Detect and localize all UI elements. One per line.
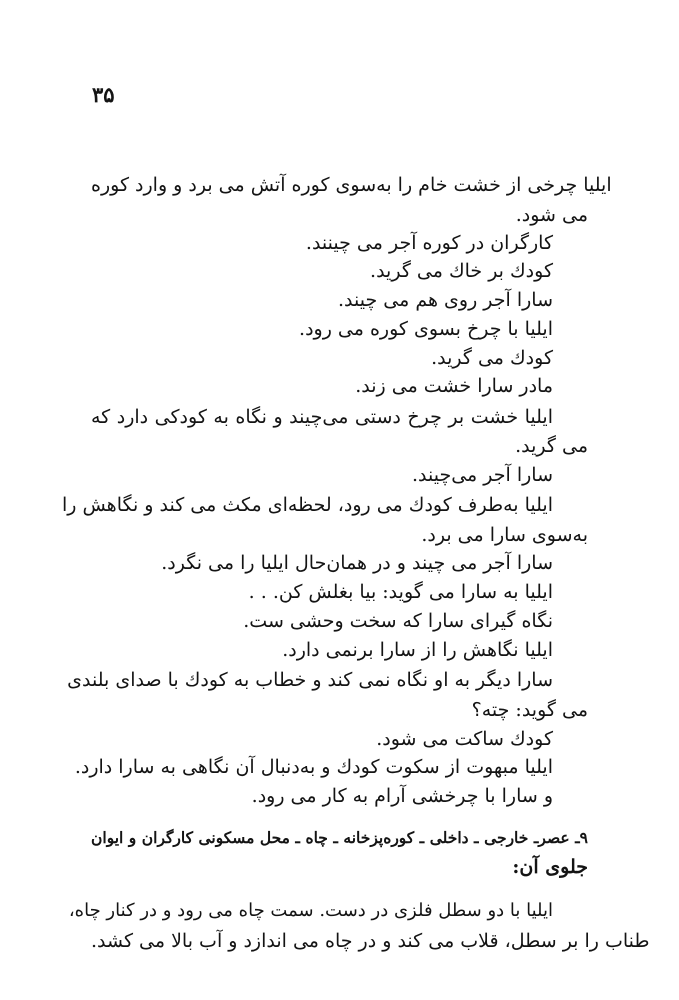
text-line: سارا آجر می چیند و در همان‌حال ایلیا را می نگرد.	[161, 552, 553, 574]
page-number: ۳۵	[92, 82, 115, 107]
text-line: و سارا با چرخشی آرام به کار می رود.	[251, 785, 553, 807]
text-line: مادر سارا خشت می زند.	[355, 375, 553, 397]
text-line: می گوید: چته؟	[471, 699, 588, 721]
text-line: ایلیا نگاهش را از سارا برنمی دارد.	[282, 639, 553, 661]
text-line: ایلیا به‌طرف کودك می رود، لحظه‌ای مکث می کند و نگاهش را	[61, 494, 553, 516]
text-line: می گرید.	[515, 435, 588, 457]
scene-heading: جلوی آن:	[512, 856, 588, 878]
text-line: سارا دیگر به او نگاه نمی کند و خطاب به کودك با صدای بلندی	[67, 669, 553, 691]
text-line: کودك می گرید.	[431, 347, 553, 369]
text-line: سارا آجر روی هم می چیند.	[338, 289, 553, 311]
text-line: ایلیا چرخی از خشت خام را به‌سوی کوره آتش می برد و وارد کوره	[91, 174, 612, 196]
text-line: ایلیا با دو سطل فلزی در دست. سمت چاه می رود و در کنار چاه،	[68, 900, 553, 921]
text-line: کودك بر خاك می گرید.	[370, 260, 553, 282]
text-line: طناب را بر سطل، قلاب می کند و در چاه می اندازد و آب بالا می کشد.	[91, 930, 650, 952]
text-line: ایلیا مبهوت از سکوت کودك و به‌دنبال آن نگاهی به سارا دارد.	[74, 756, 553, 778]
text-line: به‌سوی سارا می برد.	[421, 524, 588, 546]
text-line: ایلیا به سارا می گوید: بیا بغلش کن. . .	[248, 581, 553, 603]
text-line: می شود.	[515, 204, 588, 226]
text-line: کودك ساکت می شود.	[376, 728, 553, 750]
scene-heading: ۹ـ عصرـ خارجی ـ داخلی ـ کوره‌پزخانه ـ چاه ـ محل مسکونی کارگران و ایوان	[91, 828, 588, 847]
text-line: نگاه گیرای سارا که سخت وحشی ست.	[243, 610, 553, 632]
text-line: سارا آجر می‌چیند.	[412, 464, 553, 486]
text-line: ایلیا با چرخ بسوی کوره می رود.	[299, 318, 553, 340]
text-line: کارگران در کوره آجر می چینند.	[305, 232, 553, 254]
text-line: ایلیا خشت بر چرخ دستی می‌چیند و نگاه به کودکی دارد که	[91, 406, 553, 428]
